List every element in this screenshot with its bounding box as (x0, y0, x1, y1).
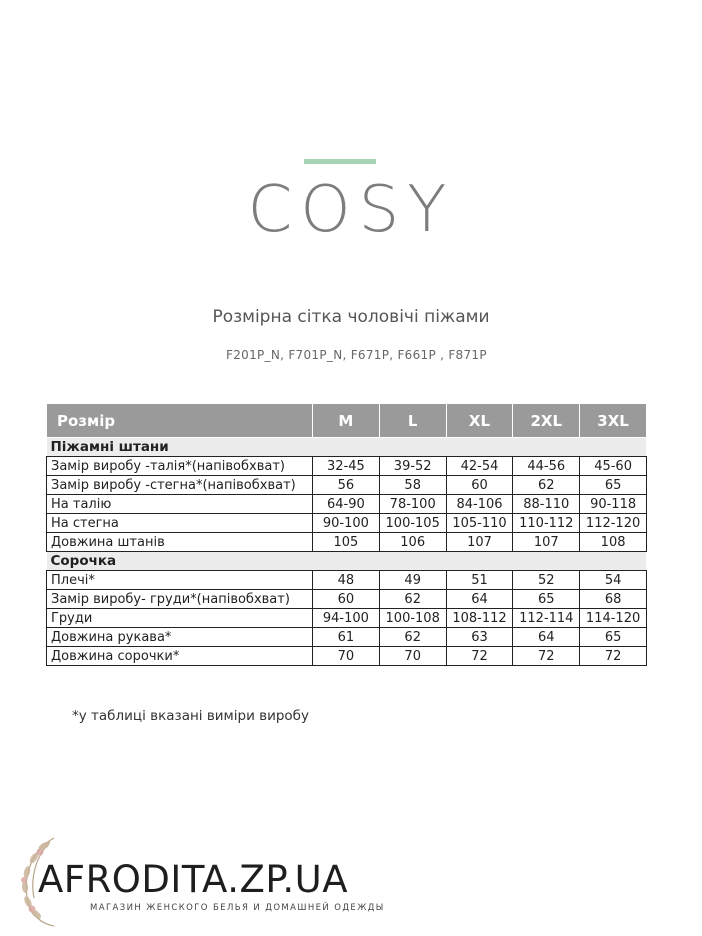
table-header-row (47, 404, 647, 438)
table-cell: 106 (379, 533, 446, 552)
table-cell: 107 (446, 533, 513, 552)
table-cell: 60 (313, 590, 380, 609)
table-cell: 65 (580, 628, 647, 647)
table-row (47, 514, 647, 533)
table-row (47, 571, 647, 590)
table-row (47, 628, 647, 647)
table-cell: 49 (379, 571, 446, 590)
table-row (47, 609, 647, 628)
table-cell: 68 (580, 590, 647, 609)
footnote: *у таблиці вказані виміри виробу (72, 708, 310, 724)
row-label: Довжина рукава* (47, 628, 313, 647)
row-label: Замір виробу- груди*(напівобхват) (47, 590, 313, 609)
table-cell: 72 (446, 647, 513, 666)
table-cell: 112-114 (513, 609, 580, 628)
table-cell: 72 (513, 647, 580, 666)
table-section-row (47, 552, 647, 571)
header-2xl: 2XL (513, 404, 580, 438)
table-cell: 44-56 (513, 457, 580, 476)
table-cell: 114-120 (580, 609, 647, 628)
table-cell: 110-112 (513, 514, 580, 533)
table-cell: 70 (313, 647, 380, 666)
brand-logo: COSY (247, 173, 455, 247)
table-cell: 62 (379, 590, 446, 609)
table-cell: 32-45 (313, 457, 380, 476)
logo-accent-bar (304, 159, 376, 164)
table-row (47, 476, 647, 495)
table-cell: 58 (379, 476, 446, 495)
table-cell: 90-100 (313, 514, 380, 533)
table-cell: 64 (446, 590, 513, 609)
table-cell: 62 (379, 628, 446, 647)
header-size: Розмір (47, 404, 313, 438)
table-cell: 84-106 (446, 495, 513, 514)
header-l: L (379, 404, 446, 438)
section-title: Піжамні штани (47, 438, 647, 457)
watermark-brand: AFRODITA.ZP.UA (38, 858, 349, 901)
table-cell: 100-105 (379, 514, 446, 533)
section-title: Сорочка (47, 552, 647, 571)
table-cell: 63 (446, 628, 513, 647)
table-cell: 62 (513, 476, 580, 495)
table-row (47, 533, 647, 552)
header-3xl: 3XL (580, 404, 647, 438)
table-cell: 94-100 (313, 609, 380, 628)
table-cell: 105 (313, 533, 380, 552)
size-chart-table (46, 403, 647, 666)
table-cell: 112-120 (580, 514, 647, 533)
table-cell: 65 (513, 590, 580, 609)
table-cell: 39-52 (379, 457, 446, 476)
table-cell: 61 (313, 628, 380, 647)
table-cell: 42-54 (446, 457, 513, 476)
row-label: Груди (47, 609, 313, 628)
table-row (47, 457, 647, 476)
table-cell: 90-118 (580, 495, 647, 514)
table-row (47, 590, 647, 609)
table-cell: 88-110 (513, 495, 580, 514)
table-row (47, 495, 647, 514)
row-label: Довжина сорочки* (47, 647, 313, 666)
row-label: Плечі* (47, 571, 313, 590)
table-row (47, 647, 647, 666)
table-cell: 108-112 (446, 609, 513, 628)
header-xl: XL (446, 404, 513, 438)
table-cell: 78-100 (379, 495, 446, 514)
table-cell: 54 (580, 571, 647, 590)
table-cell: 60 (446, 476, 513, 495)
page-title: Розмірна сітка чоловічі піжами (212, 307, 490, 327)
table-cell: 70 (379, 647, 446, 666)
table-body (47, 438, 647, 666)
table-cell: 105-110 (446, 514, 513, 533)
table-cell: 72 (580, 647, 647, 666)
table-cell: 45-60 (580, 457, 647, 476)
product-codes: F201P_N, F701P_N, F671P, F661P , F871P (226, 348, 487, 362)
table-cell: 108 (580, 533, 647, 552)
table-cell: 107 (513, 533, 580, 552)
watermark-tagline: МАГАЗИН ЖЕНСКОГО БЕЛЬЯ И ДОМАШНЕЙ ОДЕЖДЫ (90, 903, 385, 913)
row-label: На талію (47, 495, 313, 514)
row-label: Замір виробу -талія*(напівобхват) (47, 457, 313, 476)
table-cell: 100-108 (379, 609, 446, 628)
table-cell: 51 (446, 571, 513, 590)
table-cell: 64-90 (313, 495, 380, 514)
row-label: Замір виробу -стегна*(напівобхват) (47, 476, 313, 495)
table-cell: 56 (313, 476, 380, 495)
table-cell: 48 (313, 571, 380, 590)
row-label: На стегна (47, 514, 313, 533)
table-cell: 52 (513, 571, 580, 590)
table-cell: 64 (513, 628, 580, 647)
row-label: Довжина штанів (47, 533, 313, 552)
table-section-row (47, 438, 647, 457)
header-m: M (313, 404, 380, 438)
table-cell: 65 (580, 476, 647, 495)
